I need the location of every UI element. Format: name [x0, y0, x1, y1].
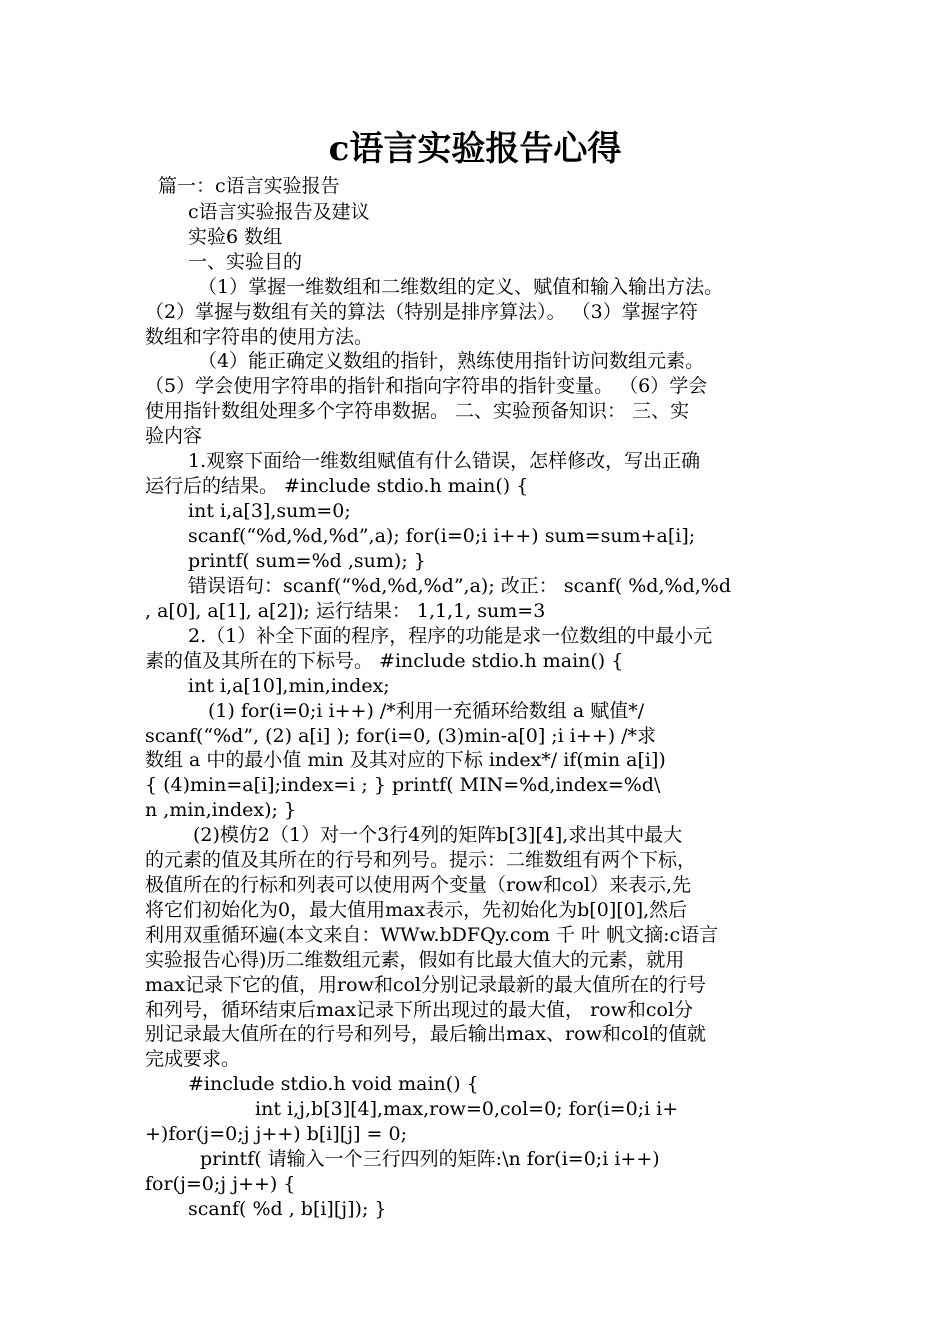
paragraph-line: 1.观察下面给一维数组赋值有什么错误，怎样修改，写出正确 — [188, 450, 701, 472]
paragraph-line: 使用指针数组处理多个字符串数据。 二、实验预备知识： 三、实 — [145, 400, 690, 422]
code-line: (1) for(i=0;i i++) /*利用一充循环给数组 a 赋值*/ — [208, 700, 645, 722]
paragraph-line: 和列号，循环结束后max记录下所出现过的最大值， row和col分 — [145, 999, 694, 1021]
code-line: int i,a[10],min,index; — [188, 675, 390, 697]
paragraph-line: 2.（1）补全下面的程序，程序的功能是求一位数组的中最小元 — [188, 625, 713, 647]
code-line: { (4)min=a[i];index=i ; } printf( MIN=%d,index=%d\ — [145, 774, 661, 796]
paragraph-line: 实验报告心得)历二维数组元素，假如有比最大值大的元素，就用 — [145, 949, 685, 971]
code-line: for(j=0;j j++) { — [145, 1173, 296, 1195]
paragraph-line: 完成要求。 — [145, 1048, 241, 1070]
subheading: c语言实验报告及建议 — [188, 201, 370, 223]
paragraph-line: 素的值及其所在的下标号。 #include stdio.h main() { — [145, 650, 624, 672]
code-line: printf( 请输入一个三行四列的矩阵:\n for(i=0;i i++) — [200, 1148, 660, 1170]
document-title: c语言实验报告心得 — [328, 129, 622, 169]
paragraph-line: （4）能正确定义数组的指针，熟练使用指针访问数组元素。 — [198, 350, 705, 372]
code-line: scanf(“%d”, (2) a[i] ); for(i=0, (3)min-a[0] ;i i++) /*求 — [145, 725, 657, 747]
code-line: scanf(“%d,%d,%d”,a); for(i=0;i i++) sum=sum+a[i]; — [188, 525, 696, 547]
code-line: int i,a[3],sum=0; — [188, 500, 351, 522]
experiment-title: 实验6 数组 — [188, 226, 283, 248]
paragraph-line: max记录下它的值，用row和col分别记录最新的最大值所在的行号 — [145, 974, 707, 996]
paragraph-line: 数组和字符串的使用方法。 — [145, 326, 374, 348]
code-line: 数组 a 中的最小值 min 及其对应的下标 index*/ if(min a[i]) — [145, 749, 666, 771]
paragraph-line: （5）学会使用字符串的指针和指向字符串的指针变量。 （6）学会 — [145, 375, 708, 397]
paragraph-line: 别记录最大值所在的行号和列号，最后输出max、row和col的值就 — [145, 1023, 707, 1045]
code-line: #include stdio.h void main() { — [188, 1073, 479, 1095]
paragraph-line: 的元素的值及其所在的行号和列号。提示：二维数组有两个下标， — [145, 849, 697, 871]
code-line: int i,j,b[3][4],max,row=0,col=0; for(i=0;i i+ — [255, 1098, 679, 1120]
code-line: scanf( %d , b[i][j]); } — [188, 1198, 387, 1220]
paragraph-line: 验内容 — [145, 425, 203, 447]
paragraph-line: (2)模仿2（1）对一个3行4列的矩阵b[3][4],求出其中最大 — [193, 824, 683, 846]
paragraph-line: 利用双重循环遍(本文来自：WWw.bDFQy.com 千 叶 帆文摘:c语言 — [145, 924, 719, 946]
paragraph-line: 将它们初始化为0，最大值用max表示，先初始化为b[0][0],然后 — [145, 899, 688, 921]
paragraph-line: （2）掌握与数组有关的算法（特别是排序算法）。 （3）掌握字符 — [145, 301, 698, 323]
paragraph-line: （1）掌握一维数组和二维数组的定义、赋值和输入输出方法。 — [198, 276, 724, 298]
section-objectives: 一、实验目的 — [188, 251, 303, 273]
paragraph-line: 极值所在的行标和列表可以使用两个变量（row和col）来表示,先 — [145, 874, 691, 896]
code-line: n ,min,index); } — [145, 799, 297, 821]
paragraph-line: 错误语句：scanf(“%d,%d,%d”,a); 改正： scanf( %d,%d,%d — [188, 575, 731, 597]
code-line: printf( sum=%d ,sum); } — [188, 550, 426, 572]
code-line: +)for(j=0;j j++) b[i][j] = 0; — [145, 1123, 407, 1145]
paragraph-line: , a[0], a[1], a[2]); 运行结果： 1,1,1, sum=3 — [145, 600, 546, 622]
paragraph-line: 运行后的结果。 #include stdio.h main() { — [145, 475, 529, 497]
section-heading-1: 篇一：c语言实验报告 — [158, 175, 340, 197]
